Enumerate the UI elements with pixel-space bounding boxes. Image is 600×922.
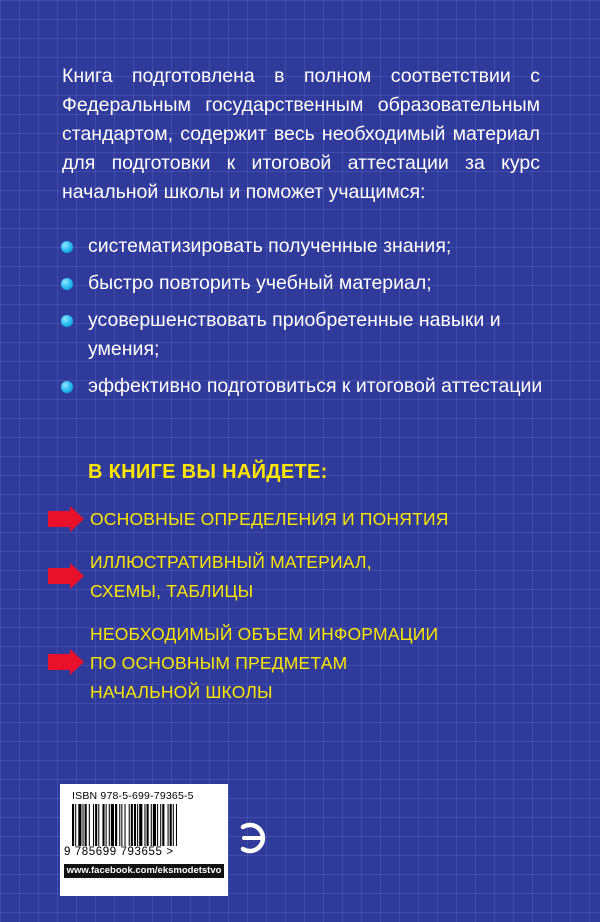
feature-line: НАЧАЛЬНОЙ ШКОЛЫ [90,682,273,702]
red-arrow-icon [48,649,84,675]
bullet-text: усовершенствовать приобретенные навыки и умения; [88,309,501,360]
barcode-bars [72,804,218,846]
list-item [52,232,552,261]
list-item [52,269,552,298]
intro-paragraph: Книга подготовлена в полном соответствии с Федеральным государственным образовательным стандартом, содержит весь необходимый материал для подготовки к итоговой аттестации за курс начальной школы и поможет учащимся: [62,65,540,203]
feature-line: ИЛЛЮСТРАТИВНЫЙ МАТЕРИАЛ, [90,552,372,572]
list-item [52,306,552,364]
feature-line: ОСНОВНЫЕ ОПРЕДЕЛЕНИЯ И ПОНЯТИЯ [90,509,449,529]
feature-item [90,505,449,534]
eksmo-logo-icon [236,818,270,858]
barcode-number: 9 785699 793655 > [64,846,174,858]
bullet-text: быстро повторить учебный материал; [88,272,432,294]
benefits-list [52,232,552,409]
find-heading: В КНИГЕ ВЫ НАЙДЕТЕ: [88,461,328,483]
bullet-text: эффективно подготовиться к итоговой аттестации [88,375,543,397]
feature-item [90,548,372,606]
feature-line: НЕОБХОДИМЫЙ ОБЪЕМ ИНФОРМАЦИИ [90,624,439,644]
bullet-dot-icon [61,278,73,290]
bullet-dot-icon [61,315,73,327]
barcode-block [60,784,228,896]
red-arrow-icon [48,506,84,532]
list-item [52,372,552,401]
isbn-label: ISBN 978-5-699-79365-5 [72,790,194,802]
feature-line: СХЕМЫ, ТАБЛИЦЫ [90,581,254,601]
bullet-dot-icon [61,381,73,393]
feature-line: ПО ОСНОВНЫМ ПРЕДМЕТАМ [90,653,348,673]
feature-item [90,620,438,707]
bullet-dot-icon [61,241,73,253]
social-link[interactable]: www.facebook.com/eksmodetstvo [64,864,224,878]
red-arrow-icon [48,563,84,589]
bullet-text: систематизировать полученные знания; [88,235,452,257]
